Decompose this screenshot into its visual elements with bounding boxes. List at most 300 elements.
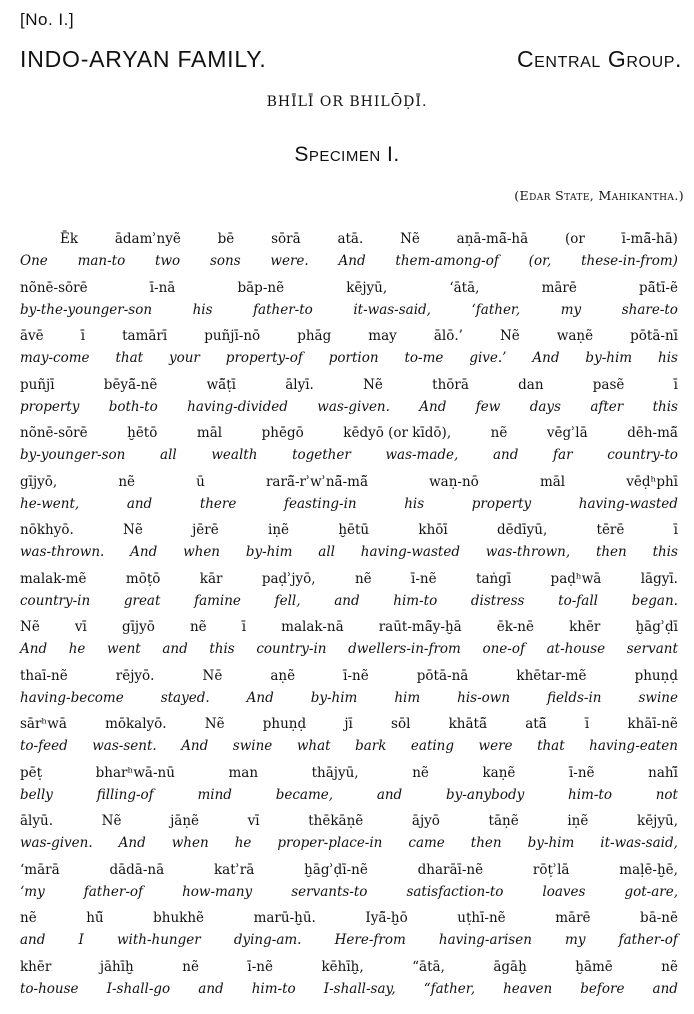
word: māl — [539, 473, 566, 490]
word: (or — [564, 231, 585, 247]
gloss-word: that — [115, 350, 144, 366]
word: thaī-nẽ — [20, 667, 68, 684]
transliteration-line — [20, 764, 678, 781]
transliteration-line — [20, 861, 678, 878]
gloss-word: with-hunger — [116, 932, 201, 948]
word: waṇ-nō — [429, 473, 479, 490]
gloss-word: got-are, — [624, 883, 678, 900]
word: Ēk — [60, 231, 79, 247]
gloss-line — [20, 837, 678, 851]
word: khēr — [20, 958, 52, 975]
word: Nẽ — [123, 522, 143, 538]
gloss-word: my — [565, 932, 586, 948]
transliteration-line — [20, 667, 678, 684]
word: phuṇḍ — [262, 716, 307, 732]
gloss-word: (or, — [528, 253, 552, 269]
transliteration-line — [20, 815, 678, 829]
word: hū̃ — [86, 910, 104, 926]
gloss-word: my — [560, 301, 582, 318]
gloss-word: by-younger-son — [20, 447, 126, 463]
word: ī — [673, 376, 678, 393]
gloss-word: dying-am. — [233, 932, 302, 948]
word: iṇẽ — [268, 522, 290, 538]
word: gījyō — [121, 619, 155, 635]
word: pēṭ — [20, 764, 43, 781]
word: ī — [673, 522, 678, 538]
gloss-line — [20, 883, 678, 900]
word: malak-nā — [281, 619, 344, 635]
word: paḍʰwā — [550, 570, 602, 587]
gloss-word: his — [404, 495, 425, 512]
gloss-word: country-in — [20, 592, 91, 609]
word: nẽ — [182, 958, 199, 975]
word: dan — [518, 376, 544, 393]
gloss-word: give.’ — [469, 350, 507, 366]
gloss-word: all — [318, 544, 335, 560]
transliteration-line — [20, 718, 678, 732]
word: mōkalyō. — [105, 716, 167, 732]
gloss-word: and — [376, 786, 403, 803]
word: lāgyī. — [640, 570, 678, 587]
gloss-word: came — [408, 835, 445, 851]
gloss-word: property — [20, 398, 80, 415]
word: bēyā̃-nẽ — [103, 376, 158, 393]
gloss-word: father-of — [618, 932, 678, 948]
gloss-word: ‘father, — [471, 301, 521, 318]
gloss-word: his — [192, 301, 213, 318]
gloss-word: And — [181, 738, 209, 754]
word: kējyū, — [346, 279, 388, 296]
word: ḫāgʾḍī — [635, 619, 678, 635]
gloss-word: ‘my — [20, 883, 45, 900]
gloss-word: bark — [355, 738, 387, 754]
word: Nē — [202, 667, 223, 684]
gloss-word: and — [162, 641, 188, 657]
gloss-word: and — [334, 592, 360, 609]
gloss-word: father-to — [253, 301, 313, 318]
gloss-word: him-to — [393, 592, 438, 609]
gloss-word: wealth — [211, 447, 258, 463]
gloss-word: far — [553, 447, 573, 463]
gloss-word: And — [338, 253, 366, 269]
group-heading: Central Group. — [516, 46, 682, 72]
gloss-line — [20, 643, 678, 657]
gloss-word: his — [658, 350, 678, 366]
specimen-number: [No. I.] — [20, 10, 75, 29]
word: nẽ — [412, 764, 429, 781]
word: Nẽ — [20, 619, 40, 635]
gloss-word: two — [155, 253, 181, 269]
word: ēk-nē — [496, 619, 534, 635]
word: rējyō. — [115, 667, 155, 684]
gloss-line — [20, 934, 678, 948]
word: vēḍʰphī — [626, 473, 678, 490]
gloss-word: and — [126, 495, 153, 512]
gloss-word: I-shall-say, — [323, 980, 396, 997]
word: pōtā-nī — [630, 328, 678, 344]
gloss-word: him-to — [568, 786, 612, 803]
word: ī — [80, 328, 86, 344]
word: bharʰwā-nū — [95, 764, 175, 781]
word: ī-nẽ — [343, 667, 369, 684]
gloss-word: he-went, — [20, 495, 80, 512]
word: thājyū, — [311, 764, 359, 781]
word: khōī — [418, 522, 448, 538]
gloss-word: by-him — [245, 544, 293, 560]
transliteration-line — [20, 427, 678, 441]
word: mārē — [555, 910, 591, 926]
gloss-word: country-to — [607, 447, 678, 463]
word: kējyū, — [637, 813, 678, 829]
transliteration-line — [20, 621, 678, 635]
gloss-word: stayed. — [160, 689, 210, 706]
word: ū — [196, 473, 205, 490]
gloss-word: And — [419, 398, 447, 415]
gloss-word: was-made, — [385, 447, 459, 463]
word: bāp-nẽ — [237, 279, 285, 296]
gloss-word: and — [20, 932, 46, 948]
gloss-word: it-was-said, — [600, 835, 678, 851]
word: Nẽ — [101, 813, 122, 829]
gloss-word: property-of — [225, 350, 303, 366]
word: wā̃ṭī — [206, 376, 236, 393]
word: phāg — [297, 328, 332, 344]
word: marū-ḫū. — [253, 910, 316, 926]
word: bē — [217, 231, 235, 247]
word: ‘ātā, — [449, 279, 480, 296]
gloss-line — [20, 689, 678, 706]
transliteration-line — [20, 279, 678, 296]
gloss-line — [20, 546, 678, 560]
gloss-word: One — [20, 253, 48, 269]
gloss-word: to-me — [404, 350, 444, 366]
transliteration-line — [20, 473, 678, 490]
gloss-word: I-shall-go — [106, 980, 171, 997]
gloss-word: servant — [626, 641, 678, 657]
word: kēdyō (or kīdō), — [343, 425, 452, 441]
gloss-word: at-house — [546, 641, 606, 657]
gloss-word: famine — [194, 592, 241, 609]
word: tamārī — [122, 328, 168, 344]
word: sōrā — [271, 231, 301, 247]
gloss-line — [20, 255, 678, 269]
transliteration-line — [20, 376, 678, 393]
gloss-word: servants-to — [291, 883, 368, 900]
word: Nẽ — [363, 376, 383, 393]
word: bā-nē — [640, 910, 678, 926]
word: paḍʾjyō, — [261, 570, 316, 587]
word: kār — [199, 570, 223, 587]
word: taṅgī — [476, 570, 512, 587]
word: iṇẽ — [567, 813, 589, 829]
gloss-word: and — [652, 980, 678, 997]
gloss-word: how-many — [182, 883, 253, 900]
gloss-line — [20, 352, 678, 366]
word: ḫētō — [127, 425, 158, 441]
gloss-word: having-become — [20, 689, 124, 706]
word: dharāī-nẽ — [417, 861, 484, 878]
gloss-word: were. — [270, 253, 309, 269]
word: atā. — [337, 231, 364, 247]
word: dēdīyū, — [497, 522, 548, 538]
gloss-word: these-in-from) — [581, 253, 678, 269]
gloss-word: man-to — [77, 253, 126, 269]
word: phēgō — [261, 425, 304, 441]
word: dādā-nā — [109, 861, 165, 878]
gloss-word: to-feed — [20, 738, 68, 754]
gloss-word: satisfaction-to — [406, 883, 504, 900]
word: Iyā̃-ḫō — [365, 910, 408, 926]
gloss-word: proper-place-in — [277, 835, 383, 851]
gloss-word: portion — [328, 350, 379, 366]
word: khēr — [569, 619, 601, 635]
word: tāṇẽ — [488, 813, 519, 829]
word: ī — [584, 716, 590, 732]
gloss-word: heaven — [503, 980, 553, 997]
gloss-word: this — [652, 398, 678, 415]
word: Nẽ — [204, 716, 225, 732]
word: mārē — [541, 279, 577, 296]
word: kaṇẽ — [482, 764, 516, 781]
word: “ātā, — [412, 958, 445, 975]
word: raūt-mā̃y-ḫā — [378, 619, 462, 635]
gloss-word: him — [394, 689, 421, 706]
word: pōtā-nā — [416, 667, 469, 684]
word: ī-nẽ — [411, 570, 437, 587]
word: uṭhī-nẽ — [457, 910, 506, 926]
word: vēgʾlā — [546, 425, 588, 441]
gloss-line — [20, 449, 678, 463]
word: nōkhyō. — [20, 522, 74, 538]
word: khātā̃ — [448, 716, 488, 732]
gloss-word: when — [171, 835, 209, 851]
word: khētar-mẽ — [516, 667, 587, 684]
word: jāṇẽ — [170, 813, 199, 829]
word: nahī̃ — [648, 764, 678, 781]
word: bhukhẽ — [153, 910, 205, 926]
gloss-word: was-sent. — [92, 738, 157, 754]
word: puñjī-nō — [204, 328, 261, 344]
gloss-word: by-the-younger-son — [20, 301, 153, 318]
gloss-word: was-given. — [20, 835, 93, 851]
gloss-word: one-of — [482, 641, 525, 657]
gloss-word: both-to — [108, 398, 158, 415]
gloss-word: having-wasted — [578, 495, 678, 512]
gloss-line — [20, 980, 678, 997]
gloss-word: were — [478, 738, 513, 754]
word: ālō.’ — [433, 328, 463, 344]
gloss-word: fields-in — [547, 689, 602, 706]
gloss-word: “father, — [423, 980, 476, 997]
word: ī-mā̃-hā) — [621, 231, 678, 247]
word: thēkāṇẽ — [308, 813, 364, 829]
gloss-word: began. — [631, 592, 678, 609]
word: man — [228, 764, 259, 781]
word: nẽ — [20, 910, 37, 926]
gloss-word: swine — [638, 689, 678, 706]
gloss-word: belly — [20, 786, 53, 803]
gloss-word: And — [130, 544, 158, 560]
gloss-word: loaves — [542, 883, 586, 900]
gloss-word: filling-of — [96, 786, 154, 803]
gloss-word: having-arisen — [438, 932, 532, 948]
gloss-word: what — [296, 738, 331, 754]
gloss-word: him-to — [251, 980, 296, 997]
gloss-word: this — [652, 544, 678, 560]
gloss-word: then — [595, 544, 627, 560]
gloss-line — [20, 398, 678, 415]
gloss-word: was-thrown. — [20, 544, 105, 560]
family-heading: INDO-ARYAN FAMILY. — [20, 46, 267, 72]
gloss-word: few — [475, 398, 501, 415]
word: ī-nā — [149, 279, 176, 296]
gloss-word: that — [537, 738, 565, 754]
gloss-word: by-him — [527, 835, 575, 851]
gloss-word: mind — [197, 786, 232, 803]
word: jērē — [192, 522, 219, 538]
word: nẽ — [490, 425, 508, 441]
gloss-word: he — [68, 641, 86, 657]
source-note: (Edar State, Mahikantha.) — [514, 188, 684, 203]
gloss-word: having-wasted — [360, 544, 460, 560]
word: ī — [241, 619, 247, 635]
word: malak-mẽ — [20, 570, 87, 587]
word: ālyī. — [285, 376, 314, 393]
word: khāī-nẽ — [627, 716, 678, 732]
word: rōṭʾlā — [532, 861, 570, 878]
word: ḫētū — [338, 522, 370, 538]
gloss-word: distress — [470, 592, 525, 609]
word: nõnē-sōrē — [20, 279, 88, 296]
gloss-word: then — [470, 835, 502, 851]
gloss-word: them-among-of — [395, 253, 499, 269]
word: ī-nẽ — [568, 764, 595, 781]
gloss-word: father-of — [83, 883, 144, 900]
gloss-word: when — [183, 544, 220, 560]
gloss-word: having-divided — [187, 398, 288, 415]
gloss-word: together — [292, 447, 351, 463]
word: ḫāgʾḍī-nẽ — [304, 861, 368, 878]
word: may — [368, 328, 397, 344]
specimen-title: Specimen I. — [294, 143, 400, 166]
word: ādamʾnyẽ — [114, 231, 181, 247]
gloss-word: became, — [275, 786, 334, 803]
gloss-word: and — [198, 980, 224, 997]
gloss-word: by-him — [310, 689, 358, 706]
word: māl — [196, 425, 223, 441]
gloss-line — [20, 592, 678, 609]
gloss-word: there — [199, 495, 237, 512]
word: āvē — [20, 328, 44, 344]
gloss-word: before — [580, 980, 625, 997]
gloss-word: all — [160, 447, 177, 463]
word: aṇā-mā̃-hā — [456, 231, 529, 247]
transliteration-line — [20, 233, 678, 247]
word: ājyō — [411, 813, 440, 829]
word: waṇẽ — [556, 328, 594, 344]
gloss-word: may-come — [20, 350, 90, 366]
word: pā̃tī-ẽ — [639, 279, 678, 296]
gloss-word: to-fall — [558, 592, 598, 609]
gloss-word: fell, — [274, 592, 301, 609]
gloss-word: this — [209, 641, 235, 657]
word: ḫāmē — [575, 958, 613, 975]
word: nẽ — [661, 958, 678, 975]
gloss-word: by-anybody — [445, 786, 525, 803]
word: gījyō, — [20, 473, 58, 490]
gloss-word: Here-from — [334, 932, 406, 948]
gloss-word: after — [590, 398, 624, 415]
gloss-word: went — [107, 641, 141, 657]
transliteration-line — [20, 912, 678, 926]
gloss-word: country-in — [256, 641, 327, 657]
word: vī — [247, 813, 260, 829]
word: phuṇḍ — [634, 667, 678, 684]
gloss-word: and — [493, 447, 519, 463]
transliteration-line — [20, 958, 678, 975]
word: Nẽ — [400, 231, 420, 247]
gloss-word: feasting-in — [283, 495, 357, 512]
word: dēh-mā̃ — [627, 425, 678, 441]
gloss-word: swine — [232, 738, 273, 754]
gloss-word: And — [20, 641, 48, 657]
word: pasẽ — [592, 376, 625, 393]
word: nõnē-sōrē — [20, 425, 88, 441]
word: jī — [344, 716, 353, 732]
transliteration-line — [20, 524, 678, 538]
word: ī-nẽ — [247, 958, 273, 975]
gloss-word: days — [529, 398, 561, 415]
gloss-word: eating — [410, 738, 455, 754]
gloss-word: your — [168, 350, 200, 366]
word: āgāḫ — [493, 958, 527, 975]
word: aṇẽ — [270, 667, 296, 684]
word: thōrā — [432, 376, 469, 393]
word: vī — [74, 619, 87, 635]
gloss-word: sons — [209, 253, 241, 269]
gloss-word: by-him — [585, 350, 633, 366]
word: mōṭō — [125, 570, 161, 587]
gloss-word: great — [123, 592, 161, 609]
word: jāhīḫ — [99, 958, 134, 975]
transliteration-line — [20, 570, 678, 587]
gloss-word: it-was-said, — [353, 301, 431, 318]
word: katʾrā — [213, 861, 255, 878]
gloss-word: having-eaten — [589, 738, 678, 754]
word: nẽ — [118, 473, 136, 490]
word: ālyū. — [20, 813, 53, 829]
word: nẽ — [189, 619, 207, 635]
word: maḷē-ḫē, — [619, 861, 678, 878]
gloss-word: dwellers-in-from — [348, 641, 461, 657]
word: rarā̃-rʾwʾnā̃-mā̃ — [265, 473, 368, 490]
gloss-word: property — [471, 495, 532, 512]
word: Nẽ — [499, 328, 520, 344]
gloss-word: I — [78, 932, 84, 948]
word: sōl — [391, 716, 411, 732]
gloss-line — [20, 740, 678, 754]
language-title: BHĪLĪ OR BHILŌḌĪ. — [266, 94, 428, 110]
word: atā̃ — [525, 716, 547, 732]
gloss-word: share-to — [621, 301, 678, 318]
gloss-word: was-given. — [317, 398, 390, 415]
gloss-line — [20, 301, 678, 318]
transliteration-line — [20, 330, 678, 344]
gloss-word: was-thrown, — [485, 544, 571, 560]
gloss-word: his-own — [457, 689, 511, 706]
word: sārʰwā — [20, 716, 67, 732]
gloss-line — [20, 786, 678, 803]
